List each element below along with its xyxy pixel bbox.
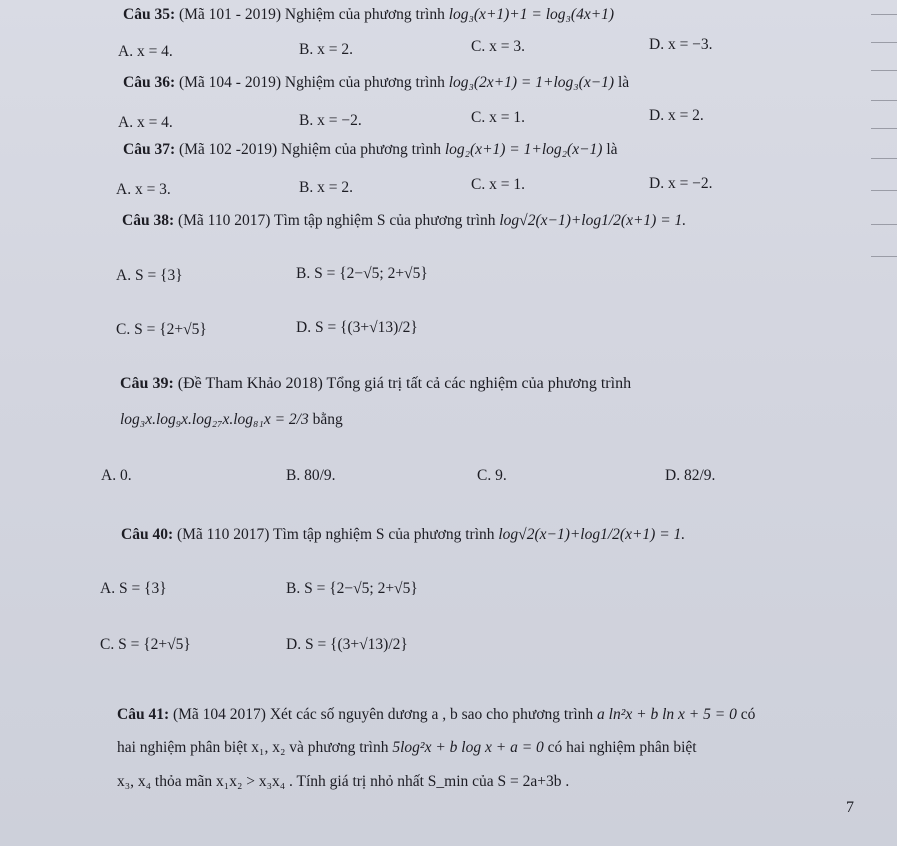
question-text: (Mã 102 -2019) Nghiệm của phương trình bbox=[178, 141, 445, 158]
question-37 bbox=[123, 140, 618, 160]
question-36 bbox=[123, 73, 629, 93]
question-41-line-2 bbox=[117, 738, 697, 758]
equation: a ln²x + b ln x + 5 = 0 bbox=[597, 706, 737, 723]
question-text: (Đề Tham Khảo 2018) Tổng giá trị tất cả các nghiệm của phương trình bbox=[177, 375, 632, 392]
margin-line bbox=[871, 158, 897, 159]
option-a: A. S = {3} bbox=[116, 267, 183, 284]
margin-line bbox=[871, 190, 897, 191]
question-text: (Mã 104 - 2019) Nghiệm của phương trình bbox=[178, 74, 449, 91]
question-label: Câu 41: bbox=[117, 706, 170, 723]
question-suffix: có hai nghiệm phân biệt bbox=[547, 739, 697, 756]
question-text: (Mã 101 - 2019) Nghiệm của phương trình bbox=[178, 6, 449, 23]
equation: log₃x.log₉x.log₂₇x.log₈₁x = 2/3 bbox=[120, 411, 309, 428]
question-label: Câu 37: bbox=[123, 141, 176, 158]
question-text: (Mã 110 2017) Tìm tập nghiệm S của phương trình bbox=[176, 526, 499, 543]
option-c: C. S = {2+√5} bbox=[116, 321, 207, 338]
question-41-line-3: x₃, x₄ thỏa mãn x₁x₂ > x₃x₄ . Tính giá trị nhỏ nhất S_min của S = 2a+3b . bbox=[117, 773, 570, 790]
margin-line bbox=[871, 256, 897, 257]
question-41 bbox=[117, 705, 755, 725]
option-c: C. x = 1. bbox=[471, 109, 525, 126]
question-text: (Mã 110 2017) Tìm tập nghiệm S của phương trình bbox=[177, 212, 500, 229]
question-label: Câu 36: bbox=[123, 74, 176, 91]
option-c: C. 9. bbox=[477, 467, 507, 484]
equation: log√2(x−1)+log1/2(x+1) = 1. bbox=[498, 526, 686, 543]
margin-line bbox=[871, 70, 897, 71]
option-b: B. 80/9. bbox=[286, 467, 336, 484]
option-b: B. x = −2. bbox=[299, 112, 362, 129]
equation: 5log²x + b log x + a = 0 bbox=[392, 739, 544, 756]
option-c: C. x = 1. bbox=[471, 176, 525, 193]
option-a: A. x = 4. bbox=[118, 114, 173, 131]
question-suffix: bằng bbox=[312, 411, 343, 428]
question-label: Câu 38: bbox=[122, 212, 175, 229]
margin-line bbox=[871, 100, 897, 101]
option-a: A. S = {3} bbox=[100, 580, 167, 597]
page-number: 7 bbox=[846, 799, 854, 816]
option-d: D. 82/9. bbox=[665, 467, 716, 484]
option-b: B. S = {2−√5; 2+√5} bbox=[296, 265, 428, 282]
margin-line bbox=[871, 128, 897, 129]
question-39 bbox=[120, 374, 631, 394]
question-suffix: là bbox=[606, 141, 618, 158]
question-suffix: là bbox=[617, 74, 630, 91]
question-40 bbox=[121, 525, 685, 545]
option-d: D. x = −2. bbox=[649, 175, 713, 192]
equation: log₂(x+1) = 1+log₂(x−1) bbox=[444, 141, 603, 158]
option-b: B. x = 2. bbox=[299, 41, 353, 58]
question-label: Câu 39: bbox=[120, 375, 174, 392]
option-a: A. 0. bbox=[101, 467, 132, 484]
option-d: D. S = {(3+√13)/2} bbox=[286, 636, 408, 653]
option-b: B. x = 2. bbox=[299, 179, 353, 196]
equation: log₃(x+1)+1 = log₃(4x+1) bbox=[448, 6, 615, 23]
margin-line bbox=[871, 42, 897, 43]
question-35 bbox=[123, 5, 614, 25]
question-text: (Mã 104 2017) Xét các số nguyên dương a , b sao cho phương trình bbox=[172, 706, 598, 723]
option-c: C. S = {2+√5} bbox=[100, 636, 191, 653]
option-d: D. x = 2. bbox=[649, 107, 704, 124]
option-a: A. x = 4. bbox=[118, 43, 173, 60]
option-a: A. x = 3. bbox=[116, 181, 171, 198]
question-text: hai nghiệm phân biệt x₁, x₂ và phương trình bbox=[117, 739, 393, 756]
question-39-equation bbox=[120, 410, 343, 430]
question-suffix: có bbox=[740, 706, 756, 723]
question-38 bbox=[122, 211, 686, 231]
question-label: Câu 35: bbox=[123, 6, 176, 23]
option-d: D. x = −3. bbox=[649, 36, 713, 53]
equation: log₃(2x+1) = 1+log₃(x−1) bbox=[448, 74, 615, 91]
margin-line bbox=[871, 224, 897, 225]
option-c: C. x = 3. bbox=[471, 38, 525, 55]
option-d: D. S = {(3+√13)/2} bbox=[296, 319, 418, 336]
equation: log√2(x−1)+log1/2(x+1) = 1. bbox=[499, 212, 687, 229]
question-label: Câu 40: bbox=[121, 526, 174, 543]
option-b: B. S = {2−√5; 2+√5} bbox=[286, 580, 418, 597]
margin-line bbox=[871, 14, 897, 15]
